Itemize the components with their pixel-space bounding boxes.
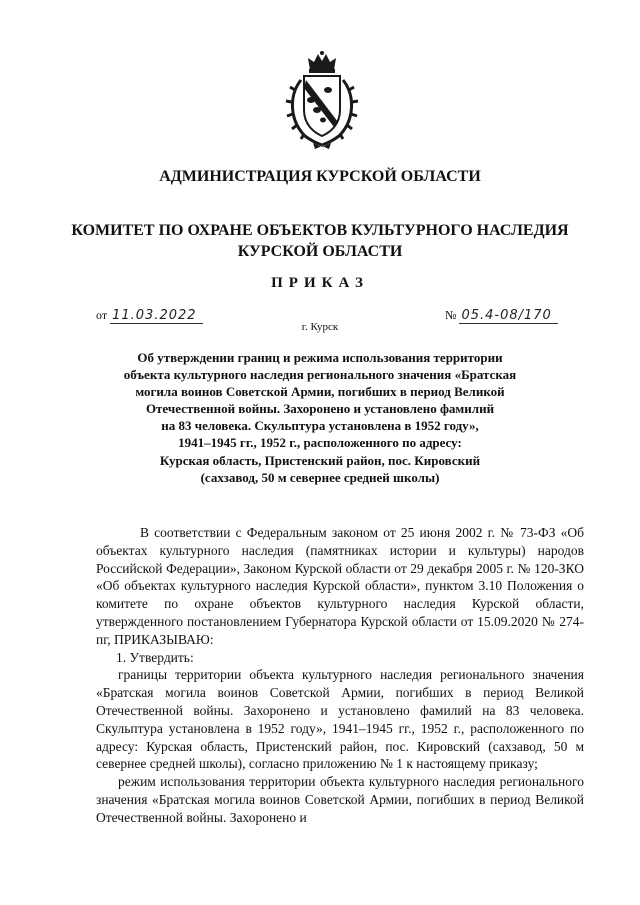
city-label: г. Курск <box>301 321 339 333</box>
subject-line: Отечественной войны. Захоронено и установлено фамилий <box>145 401 495 417</box>
order-body <box>96 524 584 827</box>
subject-line: 1941–1945 гг., 1952 г., расположенного по адресу: <box>178 435 462 451</box>
committee-heading <box>60 220 580 262</box>
subject-line: (сахзавод, 50 м севернее средней школы) <box>200 469 440 485</box>
subject-line: Об утверждении границ и режима использования территории <box>137 350 503 365</box>
coat-of-arms-icon <box>283 50 361 150</box>
intro-paragraph: В соответствии с Федеральным законом от 25 июня 2002 г. № 73-ФЗ «Об объектах культурного наследия (памятниках истории и культуры) народов Российской Федерации», Законом Курской области от 29 декабря 2005 г. № 120-ЗКО «Об объектах культурного наследия Курской области», пунктом 3.10 Положения о комитете по охране объектов культурного наследия Курской области, утвержденного постановлением Губернатора Курской области от 15.09.2020 № 274-пг, ПРИКАЗЫВАЮ: <box>96 525 584 647</box>
handwritten-number: 05.4-08/170 <box>459 309 557 324</box>
subject-line: Курская область, Пристенский район, пос. Кировский <box>159 452 481 468</box>
committee-heading-line: КУРСКОЙ ОБЛАСТИ <box>237 243 403 260</box>
order-title: ПРИКАЗ <box>271 275 369 291</box>
administration-heading: АДМИНИСТРАЦИЯ КУРСКОЙ ОБЛАСТИ <box>159 168 481 185</box>
item-1-paragraph: 1. Утвердить: <box>116 649 194 665</box>
date-prefix: от <box>96 308 108 322</box>
subject-line: на 83 человека. Скульптура установлена в 1952 году», <box>161 418 479 434</box>
handwritten-date: 11.03.2022 <box>110 309 202 324</box>
committee-heading-line: КОМИТЕТ ПО ОХРАНЕ ОБЪЕКТОВ КУЛЬТУРНОГО НАСЛЕДИЯ <box>71 222 569 239</box>
number-prefix: № <box>445 308 457 322</box>
boundaries-paragraph: границы территории объекта культурного наследия регионального значения «Братская могила воинов Советской Армии, погибших в период Великой Отечественной войны. Захоронено и установлено фамилий на 83 человека. Скульптура установлена в 1952 году», 1941–1945 гг., 1952 г., расположенного по адресу: Курская область, Пристенский район, пос. Кировский (сахзавод, 50 м севернее средней школы), согласно приложению № 1 к настоящему приказу; <box>96 667 584 772</box>
subject-line: могила воинов Советской Армии, погибших в период Великой <box>135 384 505 400</box>
regime-paragraph: режим использования территории объекта культурного наследия регионального значения «Братская могила воинов Советской Армии, погибших в период Великой Отечественной войны. Захоронено и <box>96 774 584 825</box>
subject-line: объекта культурного наследия регионального значения «Братская <box>123 367 517 383</box>
order-subject <box>90 349 550 486</box>
